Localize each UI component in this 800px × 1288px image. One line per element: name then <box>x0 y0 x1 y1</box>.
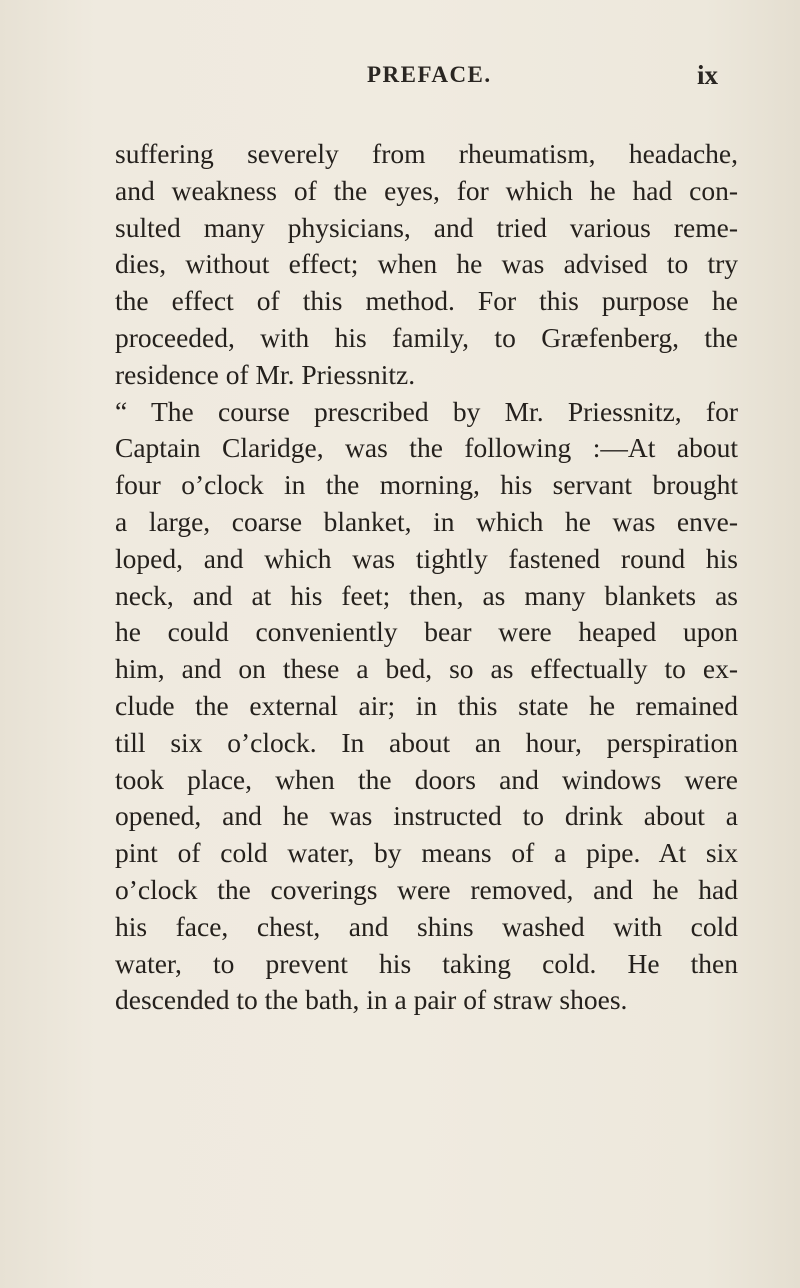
text-line: suffering severely from rheumatism, headache, <box>115 138 738 169</box>
text-line: dies, without effect; when he was advised to try <box>115 248 738 280</box>
text-line: descended to the bath, in a pair of straw shoes. <box>115 984 628 1016</box>
text-line: sulted many physicians, and tried various reme- <box>115 211 738 243</box>
text-line: him, and on these a bed, so as effectually to ex- <box>115 653 738 685</box>
text-line: loped, and which was tightly fastened round his <box>115 542 738 574</box>
text-line: he could conveniently bear were heaped upon <box>115 616 738 648</box>
text-line: neck, and at his feet; then, as many blankets as <box>115 579 738 611</box>
text-line: pint of cold water, by means of a pipe. At six <box>115 837 738 869</box>
body-text <box>115 136 738 1019</box>
text-line: his face, chest, and shins washed with cold <box>115 910 738 942</box>
text-line: and weakness of the eyes, for which he had con- <box>115 174 738 206</box>
page-number: ix <box>697 60 719 90</box>
text-line: water, to prevent his taking cold. He then <box>115 947 738 979</box>
text-line: a large, coarse blanket, in which he was enve- <box>115 505 738 537</box>
running-head: PREFACE. <box>367 62 492 87</box>
text-line: till six o’clock. In about an hour, perspiration <box>115 726 738 758</box>
text-line: Captain Claridge, was the following :—At about <box>115 432 738 464</box>
text-line: the effect of this method. For this purpose he <box>115 285 738 317</box>
text-line: took place, when the doors and windows were <box>115 763 738 795</box>
text-line: four o’clock in the morning, his servant brought <box>115 469 738 501</box>
text-line: clude the external air; in this state he remained <box>115 689 738 721</box>
text-line: opened, and he was instructed to drink about a <box>115 800 738 832</box>
text-line: “ The course prescribed by Mr. Priessnitz, for <box>115 395 738 427</box>
text-line: o’clock the coverings were removed, and he had <box>115 873 738 905</box>
page-header <box>0 62 800 102</box>
text-line: residence of Mr. Priessnitz. <box>115 358 416 390</box>
text-line: proceeded, with his family, to Græfenberg, the <box>115 321 738 353</box>
